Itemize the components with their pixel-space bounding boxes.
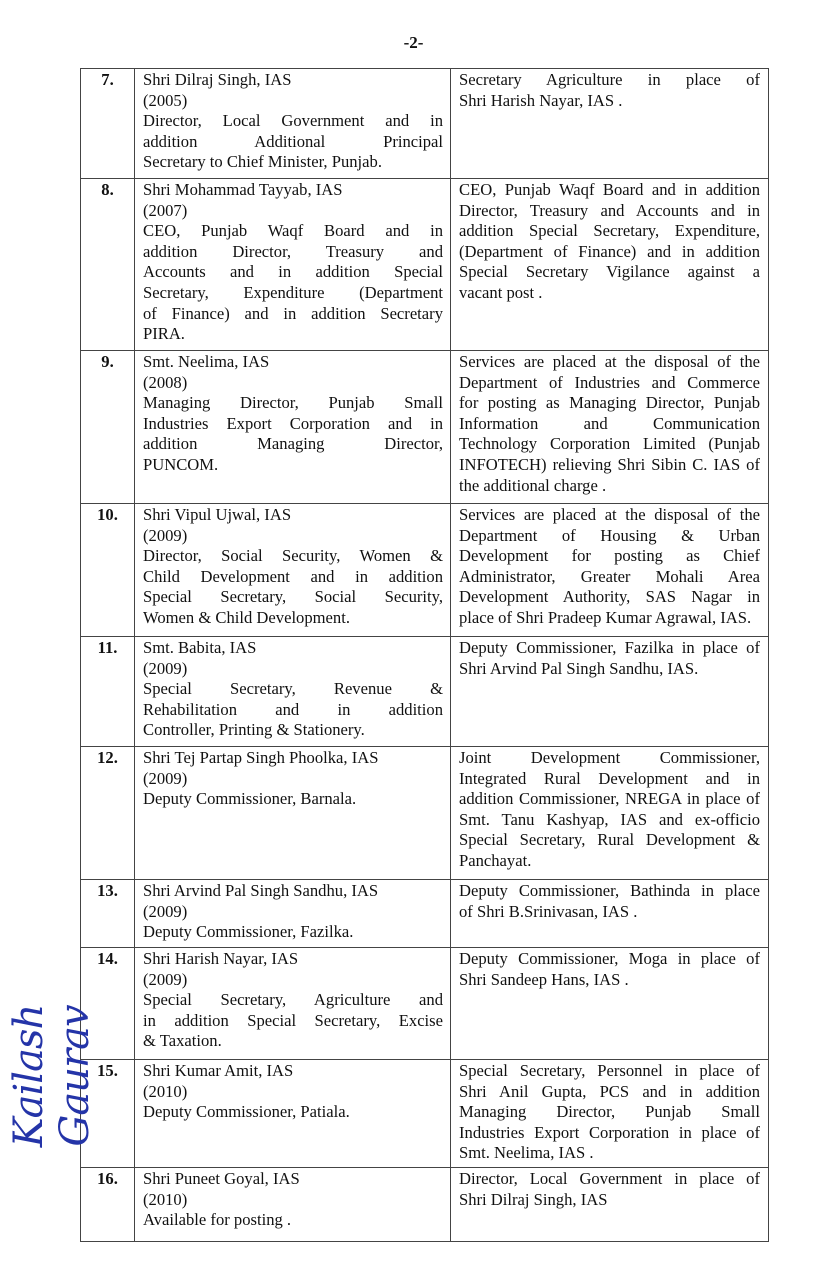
- page-number: [0, 33, 827, 53]
- cell-line: Director, Treasury and Accounts and in: [459, 200, 760, 220]
- cell-line: Shri Arvind Pal Singh Sandhu, IAS: [143, 881, 379, 900]
- cell-line: Integrated Rural Development and in: [459, 768, 760, 788]
- posting-cell: [451, 351, 769, 504]
- cell-line: Shri Dilraj Singh, IAS: [459, 1189, 608, 1209]
- posting-cell: [451, 880, 769, 948]
- posting-cell: [451, 948, 769, 1060]
- table-row: [81, 1168, 769, 1242]
- cell-line: Deputy Commissioner, Barnala.: [143, 789, 357, 809]
- cell-line: (2009): [143, 901, 188, 921]
- posting-cell: [451, 1060, 769, 1168]
- cell-line: Industries Export Corporation and in: [143, 413, 443, 433]
- cell-line: addition Special Secretary, Expenditure,: [459, 221, 760, 241]
- cell-line: addition Additional Principal: [143, 131, 443, 151]
- cell-line: Development Authority, SAS Nagar in: [459, 587, 760, 607]
- officer-cell: [135, 1168, 451, 1242]
- cell-line: (2010): [143, 1081, 188, 1101]
- row-number: 8.: [81, 179, 135, 351]
- cell-line: Services are placed at the disposal of the: [459, 505, 760, 524]
- officer-cell: [135, 351, 451, 504]
- row-number: 15.: [81, 1060, 135, 1168]
- cell-line: Special Secretary, Social Security,: [143, 587, 443, 607]
- cell-line: of Finance) and in addition Secretary: [143, 303, 443, 323]
- cell-line: Panchayat.: [459, 850, 532, 870]
- page-number-text: -2-: [403, 33, 424, 52]
- officer-cell: [135, 948, 451, 1060]
- cell-line: place of Shri Pradeep Kumar Agrawal, IAS.: [459, 607, 752, 627]
- row-number: 7.: [81, 69, 135, 179]
- posting-cell: [451, 747, 769, 880]
- cell-line: Accounts and in addition Special: [143, 262, 443, 282]
- cell-line: (2010): [143, 1189, 188, 1209]
- cell-line: INFOTECH) relieving Shri Sibin C. IAS of: [459, 454, 760, 474]
- row-number: 13.: [81, 880, 135, 948]
- cell-line: Director, Local Government in place of: [459, 1169, 760, 1188]
- cell-line: for posting as Managing Director, Punjab: [459, 393, 760, 413]
- cell-line: (Department of Finance) and in addition: [459, 241, 760, 261]
- row-number: 14.: [81, 948, 135, 1060]
- cell-line: the additional charge .: [459, 475, 607, 495]
- cell-line: PIRA.: [143, 324, 185, 344]
- cell-line: (2009): [143, 969, 188, 989]
- cell-line: CEO, Punjab Waqf Board and in addition: [459, 180, 760, 199]
- cell-line: Women & Child Development.: [143, 607, 350, 627]
- table-row: [81, 351, 769, 504]
- officer-cell: [135, 637, 451, 747]
- cell-line: Special Secretary, Revenue &: [143, 679, 443, 699]
- cell-line: Special Secretary, Agriculture and: [143, 990, 443, 1010]
- row-number: 16.: [81, 1168, 135, 1242]
- cell-line: Deputy Commissioner, Moga in place of: [459, 949, 760, 968]
- cell-line: Special Secretary, Personnel in place of: [459, 1061, 760, 1080]
- row-number: 10.: [81, 504, 135, 637]
- table-row: [81, 948, 769, 1060]
- table-row: [81, 637, 769, 747]
- cell-line: Information and Communication: [459, 413, 760, 433]
- cell-line: Shri Dilraj Singh, IAS: [143, 70, 292, 89]
- cell-line: Joint Development Commissioner,: [459, 748, 760, 767]
- cell-line: Managing Director, Punjab Small: [459, 1102, 760, 1122]
- cell-line: Industries Export Corporation in place of: [459, 1122, 760, 1142]
- postings-table-body: [81, 69, 769, 1242]
- cell-line: addition Director, Treasury and: [143, 241, 443, 261]
- cell-line: PUNCOM.: [143, 454, 219, 474]
- cell-line: Shri Mohammad Tayyab, IAS: [143, 180, 343, 199]
- cell-line: Smt. Neelima, IAS: [143, 352, 270, 371]
- cell-line: Controller, Printing & Stationery.: [143, 720, 365, 740]
- cell-line: Shri Harish Nayar, IAS .: [459, 90, 623, 110]
- cell-line: addition Commissioner, NREGA in place of: [459, 789, 760, 809]
- cell-line: (2009): [143, 768, 188, 788]
- postings-table: [80, 68, 769, 1242]
- cell-line: Shri Kumar Amit, IAS: [143, 1061, 294, 1080]
- cell-line: (2009): [143, 525, 188, 545]
- cell-line: Deputy Commissioner, Patiala.: [143, 1102, 350, 1122]
- table-row: [81, 179, 769, 351]
- officer-cell: [135, 69, 451, 179]
- posting-cell: [451, 504, 769, 637]
- row-number: 12.: [81, 747, 135, 880]
- cell-line: Shri Arvind Pal Singh Sandhu, IAS.: [459, 658, 699, 678]
- cell-line: Managing Director, Punjab Small: [143, 393, 443, 413]
- cell-line: Shri Sandeep Hans, IAS .: [459, 969, 629, 989]
- cell-line: Secretary Agriculture in place of: [459, 70, 760, 89]
- cell-line: in addition Special Secretary, Excise: [143, 1010, 443, 1030]
- cell-line: addition Managing Director,: [143, 434, 443, 454]
- officer-cell: [135, 504, 451, 637]
- cell-line: Special Secretary, Rural Development &: [459, 830, 760, 850]
- cell-line: Smt. Babita, IAS: [143, 638, 257, 657]
- cell-line: (2005): [143, 90, 188, 110]
- cell-line: CEO, Punjab Waqf Board and in: [143, 221, 443, 241]
- cell-line: vacant post .: [459, 282, 543, 302]
- cell-line: Shri Puneet Goyal, IAS: [143, 1169, 300, 1188]
- cell-line: Shri Harish Nayar, IAS: [143, 949, 299, 968]
- cell-line: Rehabilitation and in addition: [143, 699, 443, 719]
- cell-line: Deputy Commissioner, Fazilka.: [143, 922, 354, 942]
- table-row: [81, 747, 769, 880]
- table-row: [81, 69, 769, 179]
- officer-cell: [135, 179, 451, 351]
- cell-line: Smt. Tanu Kashyap, IAS and ex-officio: [459, 809, 760, 829]
- cell-line: Director, Social Security, Women &: [143, 546, 443, 566]
- officer-cell: [135, 747, 451, 880]
- posting-cell: [451, 69, 769, 179]
- cell-line: Shri Vipul Ujwal, IAS: [143, 505, 292, 524]
- cell-line: Department of Industries and Commerce: [459, 372, 760, 392]
- cell-line: & Taxation.: [143, 1031, 222, 1051]
- cell-line: Child Development and in addition: [143, 566, 443, 586]
- table-row: [81, 1060, 769, 1168]
- cell-line: Shri Anil Gupta, PCS and in addition: [459, 1081, 760, 1101]
- cell-line: Secretary to Chief Minister, Punjab.: [143, 152, 382, 172]
- posting-cell: [451, 637, 769, 747]
- posting-cell: [451, 179, 769, 351]
- officer-cell: [135, 1060, 451, 1168]
- row-number: 11.: [81, 637, 135, 747]
- cell-line: Secretary, Expenditure (Department: [143, 282, 443, 302]
- cell-line: Deputy Commissioner, Bathinda in place: [459, 881, 760, 900]
- cell-line: Shri Tej Partap Singh Phoolka, IAS: [143, 748, 379, 767]
- table-row: [81, 880, 769, 948]
- row-number: 9.: [81, 351, 135, 504]
- table-row: [81, 504, 769, 637]
- cell-line: Administrator, Greater Mohali Area: [459, 566, 760, 586]
- cell-line: (2007): [143, 200, 188, 220]
- cell-line: Deputy Commissioner, Fazilka in place of: [459, 638, 760, 657]
- posting-cell: [451, 1168, 769, 1242]
- cell-line: Smt. Neelima, IAS .: [459, 1143, 594, 1163]
- cell-line: Development for posting as Chief: [459, 546, 760, 566]
- cell-line: Department of Housing & Urban: [459, 525, 760, 545]
- cell-line: Technology Corporation Limited (Punjab: [459, 434, 760, 454]
- handwritten-signature: Kailash Gaurav: [6, 1004, 98, 1148]
- cell-line: (2009): [143, 658, 188, 678]
- cell-line: Director, Local Government and in: [143, 111, 443, 131]
- cell-line: of Shri B.Srinivasan, IAS .: [459, 901, 638, 921]
- cell-line: Services are placed at the disposal of the: [459, 352, 760, 371]
- cell-line: Special Secretary Vigilance against a: [459, 262, 760, 282]
- officer-cell: [135, 880, 451, 948]
- cell-line: Available for posting .: [143, 1210, 292, 1230]
- cell-line: (2008): [143, 372, 188, 392]
